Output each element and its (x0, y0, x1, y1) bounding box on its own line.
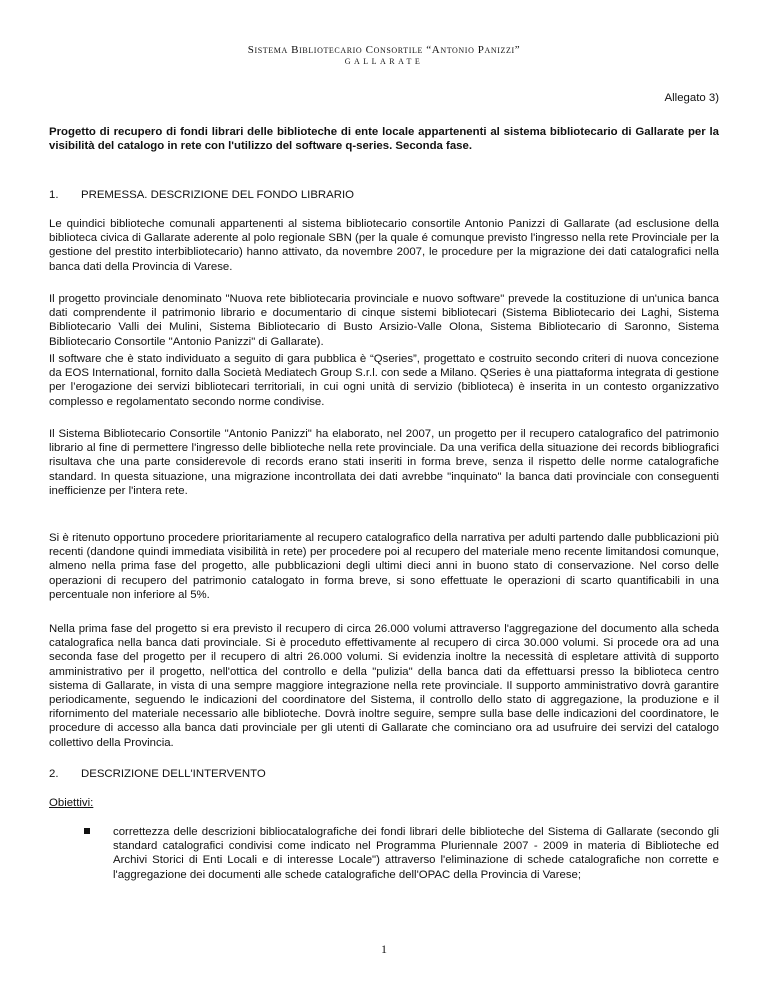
page-number: 1 (381, 942, 387, 956)
letterhead-subtitle: GALLARATE (344, 57, 424, 66)
objectives-label: Obiettivi: (49, 797, 94, 809)
attachment-label: Allegato 3) (664, 92, 719, 104)
section-2-number: 2. (49, 768, 59, 780)
section-2-heading (49, 767, 266, 781)
square-bullet-icon (84, 828, 90, 834)
paragraph-3: Il software che è stato individuato a seguito di gara pubblica è “Qseries”, progettato e costruito secondo criteri di nuova concezione da EOS International, fornito dalla Società Mediatech Group S.r.l. con sede a Milano. QSeries è una piattaforma integrata di gestione per l’erogazione dei servizi bibliotecari territoriali, in cui ogni unità di servizio (biblioteca) è inserita in un contesto organizzativo complesso e regolamentato secondo norme condivise. (49, 353, 719, 408)
paragraph-1: Le quindici biblioteche comunali appartenenti al sistema bibliotecario consortile Antonio Panizzi di Gallarate (ad esclusione della biblioteca civica di Gallarate aderente al polo regionale SBN (per la quale é comunque previsto l'ingresso nella rete Provinciale per la gestione del prestito interbibliotecario) hanno attivato, da novembre 2007, le procedure per la migrazione dei dati catalografici nella banca dati della Provincia di Varese. (49, 218, 719, 273)
section-1-title: PREMESSA. DESCRIZIONE DEL FONDO LIBRARIO (81, 189, 355, 201)
section-1-number: 1. (49, 189, 59, 201)
paragraph-2: Il progetto provinciale denominato "Nuova rete bibliotecaria provinciale e nuovo software" prevede la costituzione di un'unica banca dati comprendente il patrimonio librario e documentario di cinque sistemi bibliotecari (Sistema Bibliotecario dei Laghi, Sistema Bibliotecario Valli dei Mulini, Sistema Bibliotecario di Busto Arsizio-Valle Olona, Sistema Bibliotecario di Saronno, Sistema Bibliotecario Consortile "Antonio Panizzi" di Gallarate). (49, 293, 719, 348)
letterhead-title: Sistema Bibliotecario Consortile “Antonio Panizzi” (247, 44, 521, 56)
paragraph-6: Nella prima fase del progetto si era previsto il recupero di circa 26.000 volumi attraverso l'aggregazione del documento alla scheda catalografica nella banca dati provinciale. Si è proceduto effettivamente al recupero di circa 30.000 volumi. Si procede ora ad una seconda fase del progetto per il recupero di altri 26.000 volumi. Si evidenzia inoltre la necessità di espletare attività di supporto amministrativo per il progetto, nell'ottica del controllo e della "pulizia" della banca dati da effettuarsi presso la biblioteca centro sistema di Gallarate, in vista di una sempre maggiore integrazione nella rete provinciale. Il supporto amministrativo dovrà garantire periodicamente, seguendo le indicazioni del coordinatore del Sistema, il controllo dello stato di aggregazione, la produzione e il rifornimento del materiale necessario alle biblioteche. Dovrà inoltre seguire, sempre sulla base delle indicazioni del coordinatore, le procedure di accesso alla banca dati provinciale per gli utenti di Gallarate che cominciano ora ad usufruire dei servizi del catalogo collettivo della Provincia. (49, 623, 719, 749)
paragraph-5: Si è ritenuto opportuno procedere prioritariamente al recupero catalografico della narrativa per adulti partendo dalle pubblicazioni più recenti (dandone quindi immediata visibilità in rete) per procedere poi al recupero del materiale meno recente limitandosi comunque, almeno nella prima fase del progetto, alle pubblicazioni degli ultimi dieci anni in buono stato di conservazione. Nel corso delle operazioni di recupero del patrimonio catalogato in forma breve, si sono effettuate le operazioni di scarto quantificabili in una percentuale non inferiore al 5%. (49, 532, 719, 601)
section-1-heading (49, 188, 354, 202)
section-2-title: DESCRIZIONE DELL'INTERVENTO (81, 768, 266, 780)
paragraph-4: Il Sistema Bibliotecario Consortile "Antonio Panizzi" ha elaborato, nel 2007, un progetto per il recupero catalografico del patrimonio librario al fine di permettere l'ingresso delle biblioteche nella rete provinciale. Da una verifica della situazione dei records bibliografici risultava che una parte considerevole di records erano stati inseriti in forma breve, senza il rispetto delle norme catalografiche standard. In questa situazione, una migrazione incontrollata dei dati avrebbe "inquinato" la banca dati provinciale con conseguenti inefficienze per l'intera rete. (49, 428, 719, 497)
list-item-text: correttezza delle descrizioni bibliocatalografiche dei fondi librari delle biblioteche del Sistema di Gallarate (secondo gli standard catalografici condivisi come indicato nel Programma Pluriennale 2007 - 2009 in materia di Biblioteche ed Archivi Storici di Enti Locali e di interesse Locale") attraverso l'eliminazione di schede catalografiche non corrette e l'aggregazione dei documenti alle schede catalografiche dell'OPAC della Provincia di Varese; (113, 826, 719, 881)
document-title: Progetto di recupero di fondi librari delle biblioteche di ente locale appartenenti al sistema bibliotecario di Gallarate per la visibilità del catalogo in rete con l'utilizzo del software q-series. Seconda fase. (49, 126, 719, 153)
